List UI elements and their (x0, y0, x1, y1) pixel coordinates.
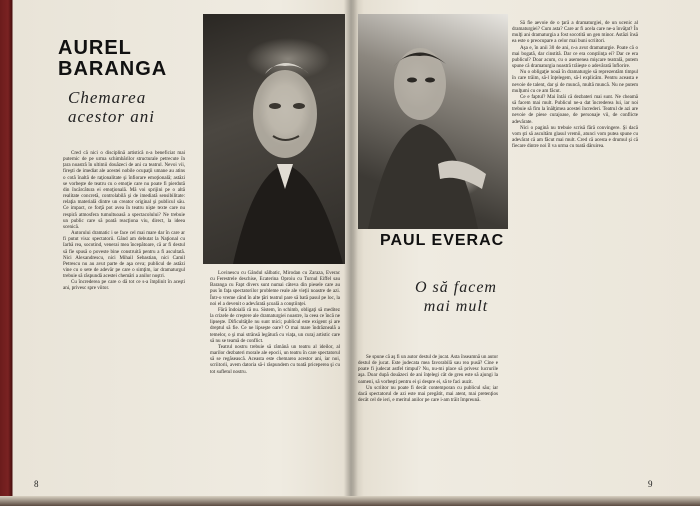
left-title-line-1: Chemarea (68, 88, 147, 107)
right-title-line-1: O să facem (415, 279, 497, 296)
book-gutter (344, 0, 358, 506)
left-article-title (68, 88, 155, 126)
paragraph: Fără îndoială că nu. Sistem, în schimb, obligaţi să meditez la crizele de creştere ale dramaturgiei noastre, la ceea ce încă ne lipseşte. Dificultăţile nu sunt mici; publicul este exigent şi are dreptul să fie. Ce ne lipseşte oare? O mai mare îndrăzneală a temelor, o şi mai strânsă legătură cu viaţa, un curaj artistic care să nu se teamă de conflict. (210, 306, 340, 344)
right-author-name: PAUL EVERAC (380, 232, 505, 249)
paragraph: Lovinescu cu Gândul sălbatic, Mirodan cu Zaraza, Everac cu Ferestrele deschise, Ecaterina Oproiu cu Turnul Eiffel sau Baranga cu Fapt divers sunt numai câteva din piesele care au pus în faţa spectatorilor probleme reale ale vieţii noastre de azi. Într-o vreme când în alte ţări teatrul pare să bată pasul pe loc, la noi el a devenit o adevărată şcoală a conştiinţei. (210, 270, 340, 307)
paragraph: Nici o pagină nu trebuie scrisă fără convingere. Şi dacă vom şti să ascultăm glasul vremii, atunci vom putea spune cu adevărat că am făcut mai mult. Cred că acesta e drumul şi că fiecare dintre noi îl va urma cu toată dăruirea. (512, 124, 638, 150)
portrait-photo-everac (358, 14, 508, 229)
left-text-column-2 (210, 270, 340, 448)
left-text-column-1 (63, 150, 185, 450)
paragraph: Autorului dramatic i se face cel mai mare dar în care ar fi putut visa: spectatorii. Gând am debutat la Naţional cu Iarbă rea, socotind, venerai mea începătoare, că ar fi destul să fie spusă o poveste bine construită pentru a fi ascultată. Nici Alexandrescu, nici Mihail Sebastian, nici Camil Petrescu nu au avut parte de aşa ceva; publicul de astăzi vine cu o sete de adevăr pe care o simţim, iar dramaturgul trebuie să răspundă acestei chemări a anilor noştri. (63, 230, 185, 280)
page-bottom-edge (0, 496, 700, 506)
right-page-number: 9 (648, 479, 653, 489)
right-article-title (415, 278, 497, 316)
right-text-column-2 (512, 20, 638, 448)
paragraph: Ce e faptul? Mai întâi că dezbateri mai sunt. Ne cheamă să facem mai mult. Publicul ne-a dat încrederea lui, iar noi trebuie să fim la înălţimea acestei încrederi. Teatrul de azi are nevoie de piese curajoase, de personaje vii, de conflicte adevărate. (512, 93, 638, 125)
left-title-line-2: acestor ani (68, 107, 156, 126)
right-text-column-1 (358, 354, 498, 448)
paragraph: Teatrul nostru trebuie să rămână un teatru al ideilor, al marilor dezbateri morale ale epocii, un teatru în care spectatorul să se regăsească. Aceasta este chemarea acestor ani, iar noi, scriitorii, avem datoria să-i răspundem cu toată priceperea şi cu tot sufletul nostru. (210, 343, 340, 375)
left-author-name (58, 38, 167, 80)
left-page-number: 8 (34, 479, 39, 489)
paragraph: Se spune că aş fi un autor destul de jucat. Asta înseamnă un autor destul de jucat. Este judecata mea favorabilă sau rea pusă? Cine e poate fi judecat astfel timpul? Nu, nu-mi place să privesc lucrurile aşa. Doar după douăzeci de ani înţelegi cât de greu este să ajungi la oameni, să vorbeşti pentru ei şi despre ei, să te faci auzit. (358, 354, 498, 385)
paragraph: Un scriitor nu poate fi decât contemporan cu publicul său; iar dacă spectatorul de azi este mai pregătit, mai atent, mai pretenţios decât cel de ieri, e meritul anilor pe care i-am trăit împreună. (358, 384, 498, 404)
author-last-name: BARANGA (58, 58, 168, 80)
paragraph: Cred că nici o disciplină artistică n-a beneficiat mai puternic de pe urma schimbărilor structurale petrecute în țara noastră în ultimii douăzeci de ani ca teatrul. Nevoi vii, fireşti de imediat ale acestei nobile ocupaţii umane au atins o cotă înaltă de raţionalitate şi înfiorare emoţională; astăzi se vorbeşte de teatru cu o emoţie care nu poate fi pierdută din încărcătura ei emoţională. Mă voi sprijini pe o altă realitate concretă, controlabilă şi de imediată sensibilitate: relaţia materială dintre un creator original şi publicul său. Ce impact, ce forţă pot avea în teatru nişte texte care nu respiră atmosfera tumultuoasă a spectacolului? Ne trebuie un public care să poată reacţiona viu, direct, la ideea scenică. (63, 150, 185, 230)
author-first-name: AUREL (58, 37, 132, 59)
paragraph: Cu încrederea pe care o dă tot ce s-a împlinit în aceşti ani, privesc spre viitor. (63, 279, 185, 292)
right-title-line-2: mai mult (423, 298, 489, 315)
paragraph: Aşa e, în anii 30 de ani, n-a avut dramaturgie. Poate că o mai bogată, dar cinstită. Dar ce era conştiinţa ei? Dar ce era publicul? Doar acum, cu o asemenea mişcare teatrală, putem spune că dramaturgia noastră trăieşte o adevărată înflorire. (512, 44, 638, 70)
portrait-photo-baranga (203, 14, 345, 264)
paragraph: Nu o obligaţie nouă în dramaturgie să reprezentăm timpul în care trăim, să-l înţelegem, să-l explicăm. Pentru aceasta e nevoie de talent, dar şi de muncă, multă muncă. Nu ne putem mulţumi cu ce am făcut. (512, 69, 638, 94)
paragraph: Să fie aevoie de o ţară a dramaturgiei, de un ucenic al dramaturgiei? Cum asta? Care ar fi acela care ne-a învăţat? În mulţi ani dramaturgia a fost socotită un gen minor. Astăzi însă ea este o preocupare a celor mai buni scriitori. (512, 20, 638, 45)
